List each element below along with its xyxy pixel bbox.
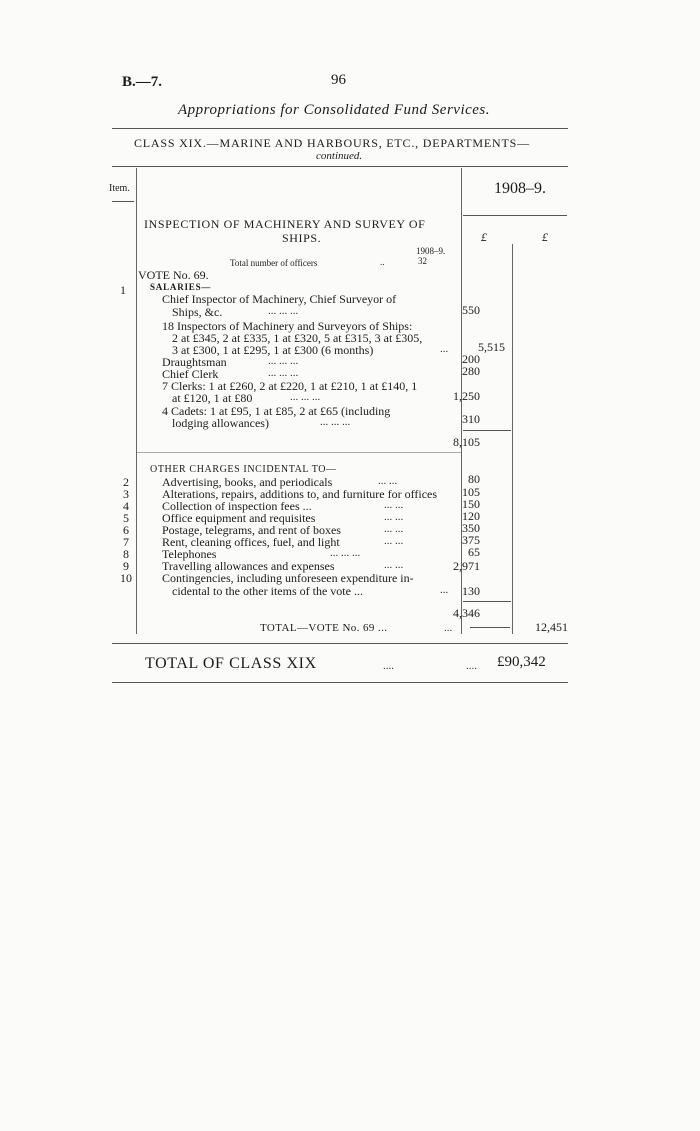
salary-line: at £120, 1 at £80 [172,391,253,405]
officers-year: 1908–9. [416,246,446,256]
charge-label: Postage, telegrams, and rent of boxes [162,523,341,537]
class-continued: continued. [316,150,363,162]
pound-column-2: £ [542,230,548,244]
item-number: 6 [123,523,129,537]
salary-line: 2 at £345, 2 at £335, 1 at £320, 5 at £315, 3 at £305, [172,331,423,345]
salary-leader: ... ... ... [268,355,299,367]
charge-amount: 150 [462,497,480,511]
vote-number: VOTE No. 69. [138,268,209,282]
charge-amount: 350 [462,521,480,535]
salary-line: Chief Clerk [162,367,219,381]
rule-above-total [112,643,568,644]
charge-label: Advertising, books, and periodicals [162,475,333,489]
salary-leader: ... ... ... [290,391,321,403]
salary-line: 18 Inspectors of Machinery and Surveyors of Ships: [162,319,413,333]
officers-label: Total number of officers [230,258,318,268]
charge-leader: ... [440,584,449,596]
rule-amount-col2 [512,244,513,634]
year-column-header: 1908–9. [494,180,546,197]
salary-line: lodging allowances) [172,416,269,430]
salary-line: Chief Inspector of Machinery, Chief Surveyor of [162,292,397,306]
salary-line: Draughtsman [162,355,227,369]
rule-item-header [112,201,134,202]
total-class-leader: .... [383,660,394,672]
page-number: 96 [331,72,346,88]
salaries-heading: SALARIES— [150,282,212,292]
document-reference: B.—7. [122,74,163,90]
rule-charges-subtotal [463,601,511,602]
class-title: CLASS XIX.—MARINE AND HARBOURS, ETC., DEPARTMENTS— [134,136,530,150]
salary-leader: ... ... ... [268,305,299,317]
salary-amount: 200 [462,352,480,366]
salary-line: 4 Cadets: 1 at £95, 1 at £85, 2 at £65 (including [162,404,391,418]
rule-salaries-subtotal [463,430,511,431]
charge-label: Telephones [162,547,217,561]
item-number: 8 [123,547,129,561]
charge-leader: ... ... [384,499,404,511]
salary-amount: 5,515 [478,340,505,354]
total-vote-amount: 12,451 [535,620,568,634]
rule-bottom [112,682,568,683]
salary-leader: ... ... ... [320,416,351,428]
salary-amount: 280 [462,364,480,378]
charge-label: Rent, cleaning offices, fuel, and light [162,535,340,549]
total-class-amount: £90,342 [497,654,546,670]
total-vote-label: TOTAL—VOTE No. 69 ... [260,622,388,634]
charge-amount: 120 [462,509,480,523]
item-number-1: 1 [120,283,126,297]
salary-line: Ships, &c. [172,305,223,319]
charge-amount: 105 [462,485,480,499]
rule-section-break [137,452,461,453]
charge-amount: 65 [468,545,480,559]
total-class-label: TOTAL OF CLASS XIX [145,655,317,672]
item-number: 5 [123,511,129,525]
total-vote-leader: ... [444,622,453,634]
charge-amount: 375 [462,533,480,547]
charge-leader: ... ... [378,475,398,487]
item-number: 7 [123,535,129,549]
pound-column-1: £ [481,230,487,244]
rule-item-col [136,168,137,634]
salary-amount: 310 [462,412,480,426]
rule-year-header [463,215,567,216]
section-title: INSPECTION OF MACHINERY AND SURVEY OF [144,217,426,231]
salary-amount: 1,250 [453,389,480,403]
charge-label-cont: cidental to the other items of the vote ... [172,584,363,598]
charge-leader: ... ... [384,535,404,547]
item-number: 3 [123,487,129,501]
charge-label: Contingencies, including unforeseen expenditure in- [162,571,414,585]
charge-leader: ... ... [384,523,404,535]
section-title-cont: SHIPS. [282,231,322,245]
charge-label: Alterations, repairs, additions to, and furniture for offices [162,487,438,501]
charge-amount: 80 [468,472,480,486]
item-number: 4 [123,499,129,513]
charge-label: Collection of inspection fees ... [162,499,312,513]
rule-vote-total [470,627,510,628]
charge-leader: ... ... ... [330,547,361,559]
charge-label: Travelling allowances and expenses [162,559,335,573]
salaries-subtotal: 8,105 [453,435,480,449]
rule-top [112,128,568,129]
item-number: 10 [120,571,132,585]
salary-amount: 550 [462,303,480,317]
charge-leader: ... ... [384,559,404,571]
charge-amount: 2,971 [453,559,480,573]
rule-under-class [112,166,568,167]
other-charges-heading: OTHER CHARGES INCIDENTAL TO— [150,464,337,475]
charge-amount: 130 [462,584,480,598]
charge-label: Office equipment and requisites [162,511,316,525]
total-class-leader: .... [466,660,477,672]
officers-leader: .. [380,257,385,267]
item-number: 2 [123,475,129,489]
page-title: Appropriations for Consolidated Fund Services. [178,102,491,118]
item-number: 9 [123,559,129,573]
charges-subtotal: 4,346 [453,606,480,620]
salary-line: 7 Clerks: 1 at £260, 2 at £220, 1 at £210, 1 at £140, 1 [162,379,418,393]
salary-leader: ... [440,343,449,355]
officers-count: 32 [418,256,427,266]
charge-leader: ... ... [384,511,404,523]
salary-line: 3 at £300, 1 at £295, 1 at £300 (6 months) [172,343,374,357]
item-column-header: Item. [109,183,130,194]
salary-leader: ... ... ... [268,367,299,379]
